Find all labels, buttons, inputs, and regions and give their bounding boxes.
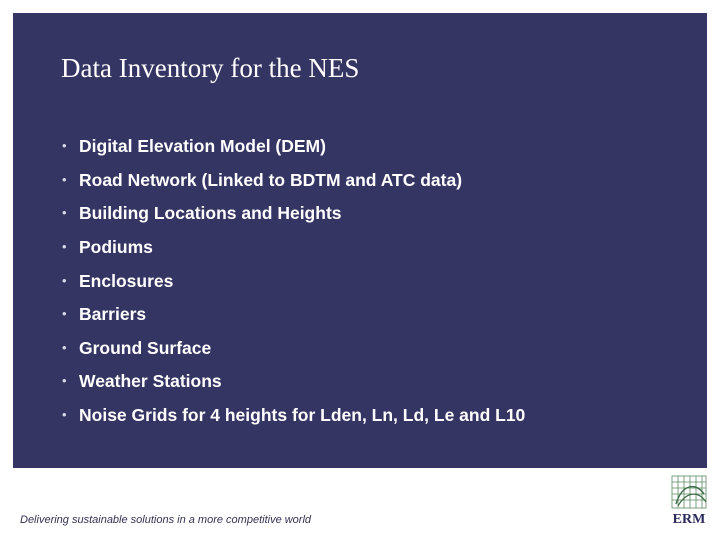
bullet-text: Enclosures <box>79 270 174 291</box>
bullet-text: Barriers <box>79 304 147 325</box>
list-item <box>62 130 525 164</box>
bullet-text: Road Network (Linked to BDTM and ATC data) <box>79 169 463 190</box>
bullet-icon: • <box>62 272 67 288</box>
slide-panel <box>13 13 707 468</box>
bullet-icon: • <box>62 205 67 221</box>
bullet-text: Podiums <box>79 237 153 258</box>
list-item <box>62 231 525 265</box>
list-item <box>62 332 525 366</box>
bullet-text: Digital Elevation Model (DEM) <box>79 136 326 157</box>
list-item <box>62 298 525 332</box>
bullet-icon: • <box>62 239 67 255</box>
bullet-text: Building Locations and Heights <box>79 203 342 224</box>
bullet-text: Noise Grids for 4 heights for Lden, Ln, Ld, Le and L10 <box>79 405 526 426</box>
erm-logo-icon <box>668 474 710 526</box>
slide-title: Data Inventory for the NES <box>61 53 360 83</box>
list-item <box>62 264 525 298</box>
bullet-icon: • <box>62 339 67 355</box>
bullet-icon: • <box>62 306 67 322</box>
bullet-text: Weather Stations <box>79 371 222 392</box>
bullet-icon: • <box>62 138 67 154</box>
list-item <box>62 399 525 433</box>
footer-tagline: Delivering sustainable solutions in a more competitive world <box>20 514 312 526</box>
logo-text: ERM <box>672 512 706 526</box>
list-item <box>62 164 525 198</box>
logo-mark <box>672 476 706 508</box>
bullet-icon: • <box>62 373 67 389</box>
bullet-icon: • <box>62 171 67 187</box>
bullet-list <box>62 130 525 432</box>
list-item <box>62 365 525 399</box>
bullet-text: Ground Surface <box>79 337 212 358</box>
list-item <box>62 197 525 231</box>
bullet-icon: • <box>62 407 67 423</box>
